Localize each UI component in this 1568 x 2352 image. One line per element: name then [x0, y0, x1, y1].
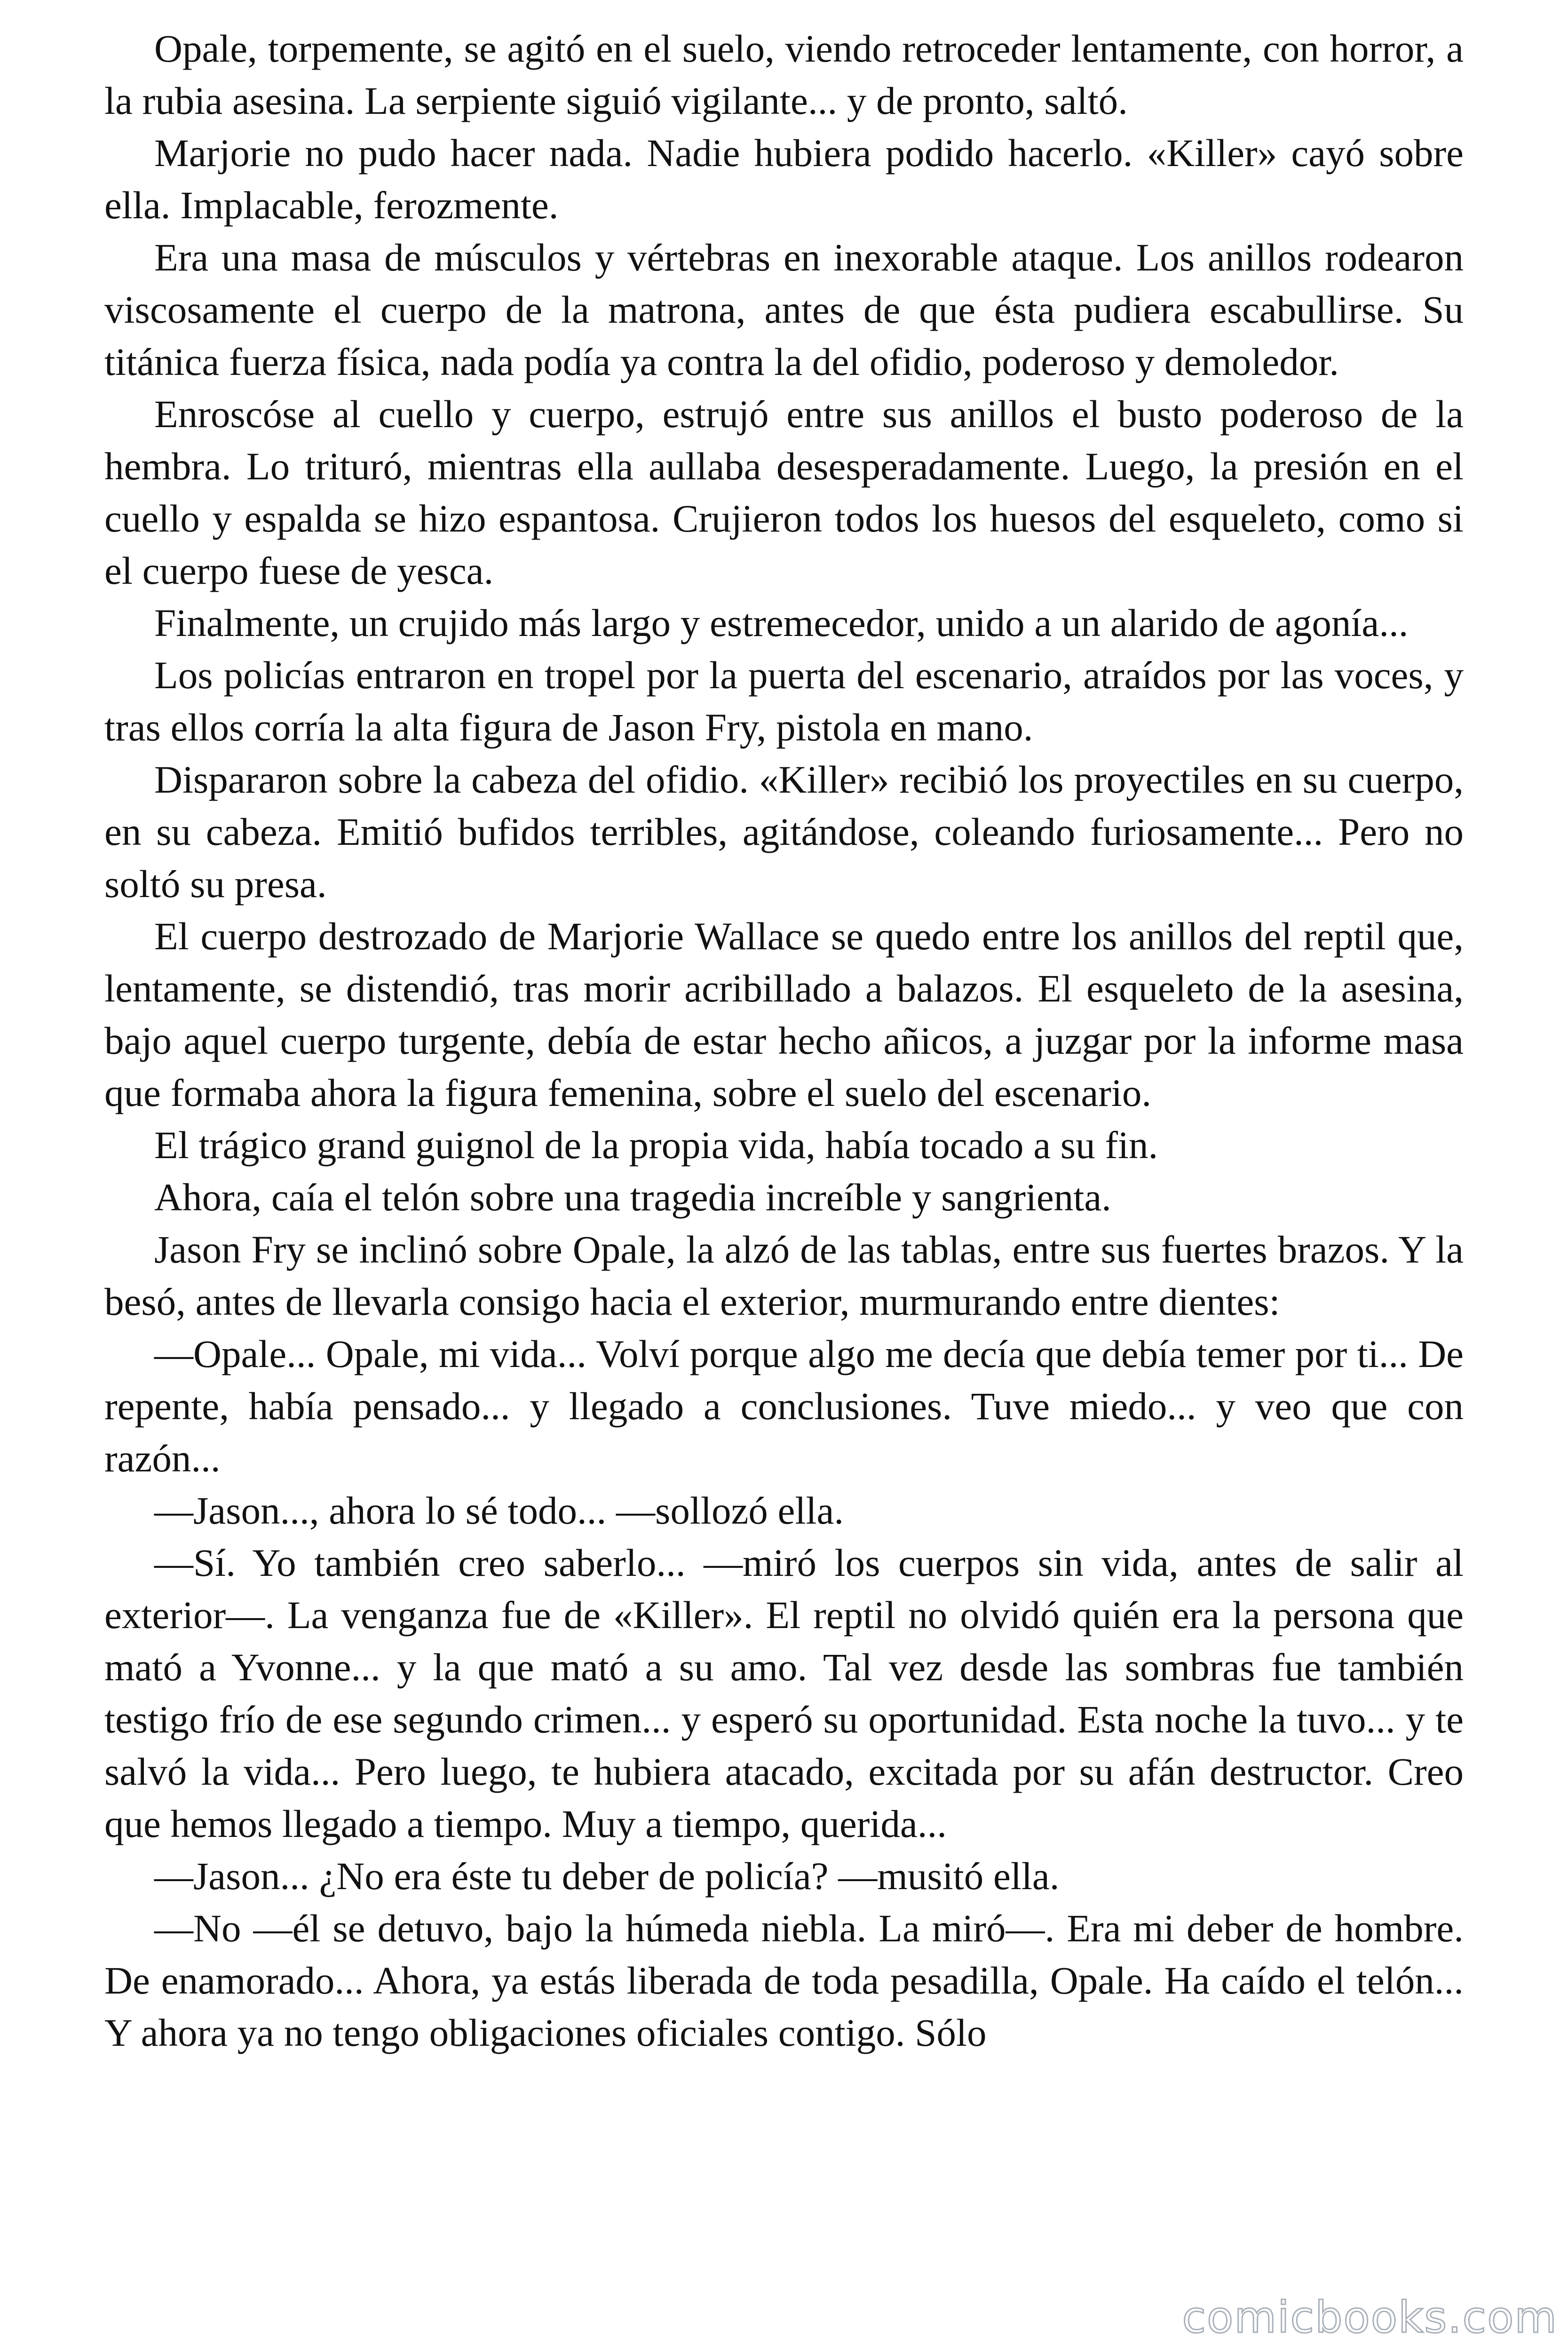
page-body — [104, 23, 1464, 2059]
paragraph: Era una masa de músculos y vértebras en inexorable ataque. Los anillos rodearon viscosamente el cuerpo de la matrona, antes de que ésta pudiera escabullirse. Su titánica fuerza física, nada podía ya contra la del ofidio, poderoso y demoledor. — [104, 236, 1464, 383]
paragraph: Dispararon sobre la cabeza del ofidio. «Killer» recibió los proyectiles en su cuerpo, en su cabeza. Emitió bufidos terribles, agitándose, coleando furiosamente... Pero no soltó su presa. — [104, 758, 1464, 906]
paragraph: Los policías entraron en tropel por la puerta del escenario, atraídos por las voces, y tras ellos corría la alta figura de Jason Fry, pistola en mano. — [104, 653, 1464, 749]
paragraph: Finalmente, un crujido más largo y estremecedor, unido a un alarido de agonía... — [154, 601, 1409, 644]
paragraph: —No —él se detuvo, bajo la húmeda niebla. La miró—. Era mi deber de hombre. De enamorado... Ahora, ya estás liberada de toda pesadilla, Opale. Ha caído el telón... Y ahora ya no tengo obligaciones oficiales contigo. Sólo — [104, 1907, 1464, 2054]
paragraph: Enroscóse al cuello y cuerpo, estrujó entre sus anillos el busto poderoso de la hembra. Lo trituró, mientras ella aullaba desesperadamente. Luego, la presión en el cuello y espalda se hizo espantosa. Crujieron todos los huesos del esqueleto, como si el cuerpo fuese de yesca. — [104, 392, 1464, 592]
paragraph: El cuerpo destrozado de Marjorie Wallace se quedo entre los anillos del reptil que, lentamente, se distendió, tras morir acribillado a balazos. El esqueleto de la asesina, bajo aquel cuerpo turgente, debía de estar hecho añicos, a juzgar por la informe masa que formaba ahora la figura femenina, sobre el suelo del escenario. — [104, 914, 1464, 1114]
paragraph: —Jason... ¿No era éste tu deber de policía? —musitó ella. — [154, 1854, 1060, 1898]
paragraph: Ahora, caía el telón sobre una tragedia increíble y sangrienta. — [154, 1176, 1111, 1219]
paragraph: —Jason..., ahora lo sé todo... —sollozó ella. — [154, 1489, 844, 1532]
paragraph: Jason Fry se inclinó sobre Opale, la alzó de las tablas, entre sus fuertes brazos. Y la besó, antes de llevarla consigo hacia el exterior, murmurando entre dientes: — [104, 1228, 1464, 1323]
paragraph: —Sí. Yo también creo saberlo... —miró los cuerpos sin vida, antes de salir al exterior—. La venganza fue de «Killer». El reptil no olvidó quién era la persona que mató a Yvonne... y la que mató a su amo. Tal vez desde las sombras fue también testigo frío de ese segundo crimen... y esperó su oportunidad. Esta noche la tuvo... y te salvó la vida... Pero luego, te hubiera atacado, excitada por su afán destructor. Creo que hemos llegado a tiempo. Muy a tiempo, querida... — [104, 1541, 1464, 1845]
watermark: comicbooks.com — [1182, 2292, 1558, 2343]
paragraph: Opale, torpemente, se agitó en el suelo, viendo retroceder lentamente, con horror, a la rubia asesina. La serpiente siguió vigilante... y de pronto, saltó. — [104, 27, 1464, 122]
paragraph: —Opale... Opale, mi vida... Volví porque algo me decía que debía temer por ti... De repente, había pensado... y llegado a conclusiones. Tuve miedo... y veo que con razón... — [104, 1332, 1464, 1480]
paragraph: El trágico grand guignol de la propia vida, había tocado a su fin. — [154, 1123, 1158, 1167]
paragraph: Marjorie no pudo hacer nada. Nadie hubiera podido hacerlo. «Killer» cayó sobre ella. Implacable, ferozmente. — [104, 131, 1464, 227]
